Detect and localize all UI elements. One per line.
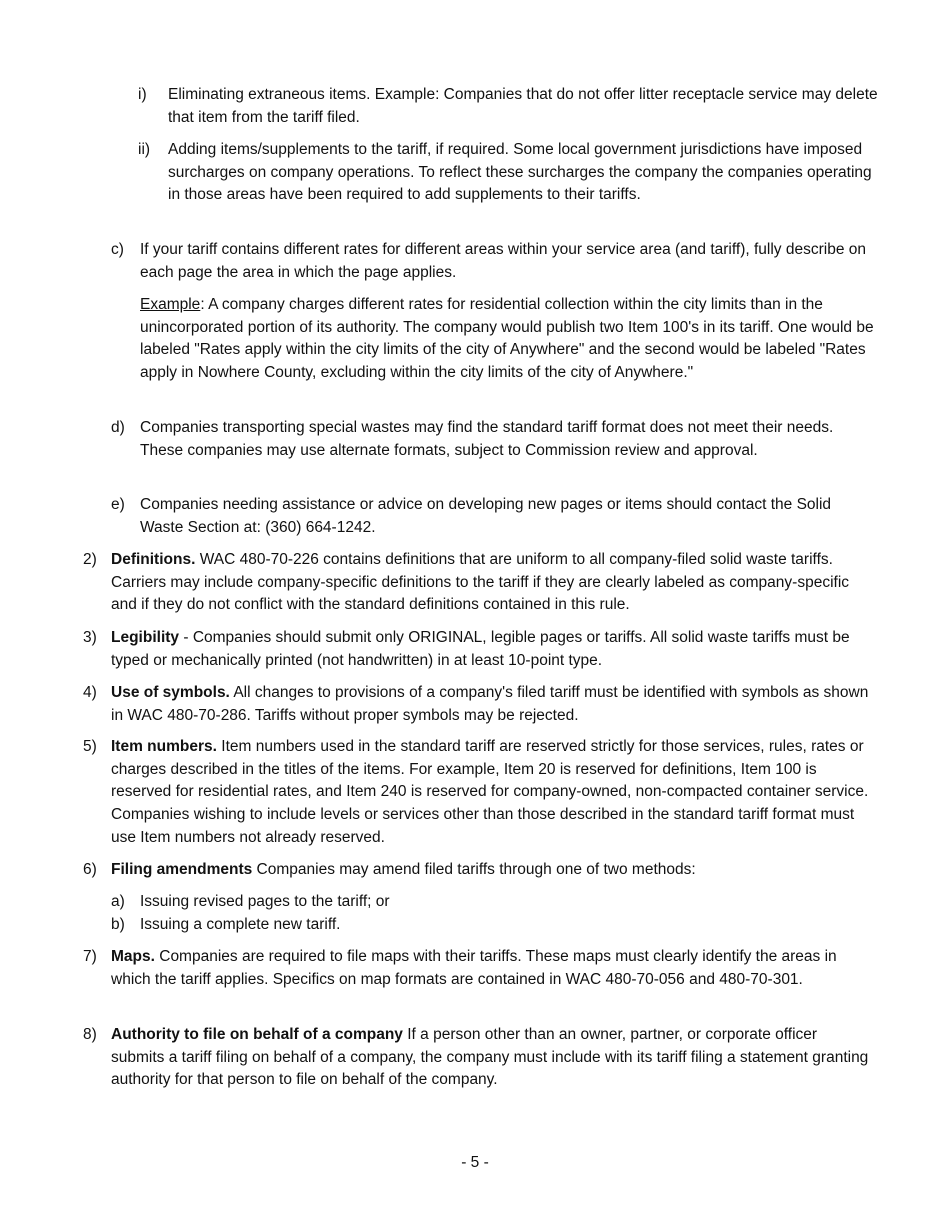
list-marker: 8) — [83, 1026, 97, 1043]
list-item-d — [111, 417, 871, 462]
list-marker: 5) — [83, 738, 97, 755]
item-body: Companies are required to file maps with their tariffs. These maps must clearly identify the areas in which the tariff applies. Specifics on map formats are contained in WAC 480-70-056 and 480-70-301. — [111, 948, 837, 988]
list-item-text — [111, 859, 873, 882]
list-item-6b — [111, 914, 871, 937]
numbered-item-3 — [83, 627, 873, 672]
list-item-ii — [138, 139, 878, 207]
numbered-item-4 — [83, 682, 873, 727]
list-item-text: Adding items/supplements to the tariff, if required. Some local government jurisdictions have imposed surcharges on company operations. To reflect these surcharges the company the companies operating in those areas have been required to add supplements to their tariffs. — [168, 141, 872, 204]
item-body: Item numbers used in the standard tariff are reserved strictly for those services, rules, rates or charges described in the titles of the items. For example, Item 20 is reserved for definitions, Item 100 is reserved for residential rates, and Item 240 is reserved for company-owned, non-compacted container service. Companies wishing to include levels or services other than those described in the standard tariff format must use Item numbers not already reserved. — [111, 738, 869, 846]
item-title: Maps. — [111, 948, 155, 965]
list-item-text — [111, 736, 873, 850]
list-item-text — [111, 682, 873, 727]
list-marker: a) — [111, 893, 125, 910]
item-title: Definitions. — [111, 551, 196, 568]
item-body: WAC 480-70-226 contains definitions that are uniform to all company-filed solid waste tariffs. Carriers may include company-specific definitions to the tariff if they are clearly labeled as company-specific and if they do not conflict with the standard definitions contained in this rule. — [111, 551, 850, 614]
list-marker: 6) — [83, 861, 97, 878]
list-marker: e) — [111, 496, 125, 513]
list-marker: 2) — [83, 551, 97, 568]
item-title: Legibility — [111, 629, 180, 646]
list-marker: c) — [111, 241, 124, 258]
list-item-text: Companies transporting special wastes may find the standard tariff format does not meet their needs. These companies may use alternate formats, subject to Commission review and approval. — [140, 419, 834, 459]
item-title: Use of symbols. — [111, 684, 230, 701]
list-item-i — [138, 84, 878, 129]
list-item-text — [111, 549, 873, 617]
list-marker: 3) — [83, 629, 97, 646]
item-title: Authority to file on behalf of a company — [111, 1026, 403, 1043]
example-label: Example — [140, 296, 201, 313]
list-marker: i) — [138, 86, 147, 103]
list-marker: ii) — [138, 141, 151, 158]
list-item-text: If your tariff contains different rates for different areas within your service area (and tariff), fully describe on each page the area in which the page applies. — [140, 241, 866, 281]
item-body: All changes to provisions of a company's filed tariff must be identified with symbols as shown in WAC 480-70-286. Tariffs without proper symbols may be rejected. — [111, 684, 869, 724]
list-item-e — [111, 494, 871, 539]
numbered-item-6 — [83, 859, 873, 882]
page-number: - 5 - — [461, 1154, 489, 1171]
example-paragraph — [140, 294, 880, 385]
item-title: Filing amendments — [111, 861, 253, 878]
list-marker: 7) — [83, 948, 97, 965]
numbered-item-7 — [83, 946, 873, 991]
list-item-text: Issuing revised pages to the tariff; or — [140, 893, 390, 910]
list-marker: 4) — [83, 684, 97, 701]
example-text: : A company charges different rates for residential collection within the city limits than in the unincorporated portion of its authority. The company would publish two Item 100's in its tariff. One would be labeled "Rates apply within the city limits of the city of Anywhere" and the second would be labeled "Rates apply in Nowhere County, excluding within the city limits of the city of Anywhere." — [140, 296, 874, 382]
list-item-text: Eliminating extraneous items. Example: Companies that do not offer litter receptacle service may delete that item from the tariff filed. — [168, 86, 878, 126]
list-item-text: Companies needing assistance or advice on developing new pages or items should contact the Solid Waste Section at: (360) 664-1242. — [140, 496, 832, 536]
numbered-item-2 — [83, 549, 873, 617]
numbered-item-8 — [83, 1024, 873, 1092]
item-body: Companies may amend filed tariffs through one of two methods: — [252, 861, 696, 878]
list-item-text: Issuing a complete new tariff. — [140, 916, 341, 933]
item-body: If a person other than an owner, partner, or corporate officer submits a tariff filing on behalf of a company, the company must include with its tariff filing a statement granting authority for that person to file on behalf of the company. — [111, 1026, 869, 1089]
item-body: - Companies should submit only ORIGINAL, legible pages or tariffs. All solid waste tariffs must be typed or mechanically printed (not handwritten) in at least 10-point type. — [111, 629, 850, 669]
numbered-item-5 — [83, 736, 873, 850]
list-marker: b) — [111, 916, 125, 933]
list-marker: d) — [111, 419, 125, 436]
list-item-c — [111, 239, 871, 284]
list-item-text — [111, 946, 873, 991]
list-item-text — [111, 627, 873, 672]
list-item-text — [111, 1024, 873, 1092]
item-title: Item numbers. — [111, 738, 217, 755]
list-item-6a — [111, 891, 871, 914]
